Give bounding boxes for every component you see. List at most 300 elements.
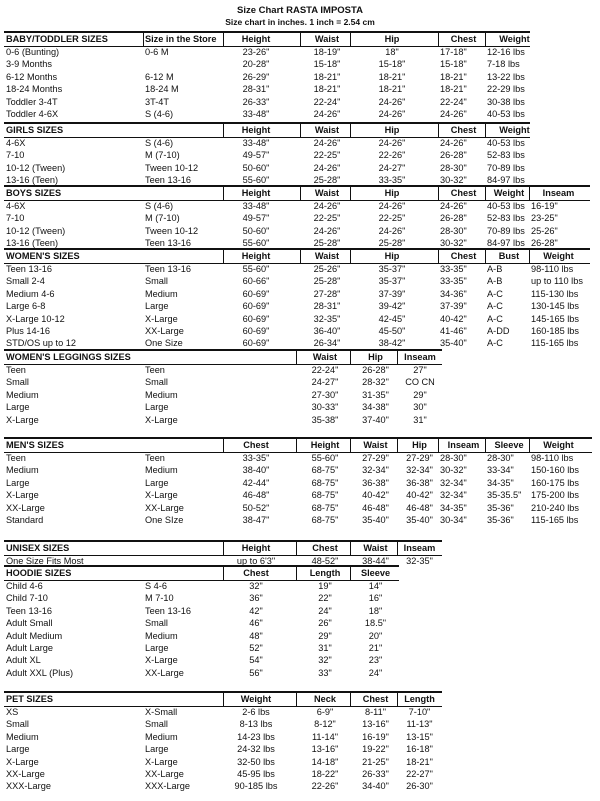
table-row [0, 389, 600, 401]
table-cell: 8-13 lbs [239, 719, 273, 730]
column-divider [350, 439, 351, 452]
table-row [0, 580, 600, 592]
table-cell: Teen 13-16 [145, 264, 191, 274]
table-row [0, 58, 600, 70]
table-cell: 60-69" [242, 301, 270, 312]
table-cell: 60-69" [242, 338, 270, 349]
table-cell: 10-12 (Tween) [6, 225, 66, 236]
table-cell: 34-35" [487, 477, 514, 488]
table-cell: 24-26" [440, 138, 467, 148]
table-cell: 175-200 lbs [531, 490, 580, 501]
column-divider [485, 187, 486, 200]
column-header: Weight [499, 34, 530, 44]
table-cell: 70-89 lbs [487, 225, 525, 236]
column-header: Weight [493, 188, 525, 198]
table-row [0, 743, 600, 755]
table-cell: Medium [6, 465, 39, 476]
column-divider [296, 439, 297, 452]
table-row [0, 768, 600, 780]
table-cell: 38-40" [242, 465, 270, 476]
table-cell: 24-26" [313, 225, 341, 236]
table-row [0, 731, 600, 743]
table-cell: 18-21" [440, 71, 467, 82]
column-divider [223, 542, 224, 555]
column-header [145, 567, 225, 579]
table-cell: 40-42" [406, 490, 433, 501]
table-cell: 34-38" [362, 402, 389, 413]
table-cell: 23" [368, 655, 383, 666]
column-header: Sleeve [494, 440, 524, 450]
section-header [4, 691, 442, 707]
column-header: Hip [384, 34, 400, 44]
table-cell: 210-240 lbs [531, 502, 580, 513]
table-cell: 41-46" [440, 326, 467, 336]
table-cell: 6-12 Months [6, 71, 58, 82]
table-row [0, 706, 600, 718]
table-cell: 27-30" [311, 389, 339, 400]
table-cell: 32" [249, 581, 263, 591]
table-cell: Teen [145, 453, 165, 463]
table-cell: 22-24" [311, 365, 339, 375]
table-cell: 45-50" [378, 326, 406, 336]
table-cell: 34-40" [362, 781, 389, 792]
table-cell: up to 110 lbs [531, 276, 583, 287]
table-cell: 12-16 lbs [487, 47, 525, 57]
table-cell: 42-44" [242, 477, 270, 488]
table-cell: 24-26" [378, 96, 406, 107]
table-row [0, 325, 600, 337]
table-row [0, 225, 600, 237]
table-cell: Teen 13-16 [145, 605, 191, 616]
table-cell: 6-9" [316, 707, 334, 717]
column-divider [529, 439, 530, 452]
column-header: Chest [243, 568, 269, 578]
table-cell: 24-26" [378, 201, 406, 211]
table-cell: Standard [6, 515, 44, 525]
column-divider [397, 693, 398, 706]
table-cell: M 7-10 [145, 593, 174, 604]
table-row [0, 137, 600, 149]
table-row [0, 605, 600, 617]
table-cell: 46-48" [242, 490, 270, 501]
table-row [0, 364, 600, 376]
table-cell: 33-35" [440, 264, 467, 274]
table-cell: 28-30" [440, 162, 467, 173]
table-cell: 27-29" [362, 453, 389, 463]
column-header [145, 542, 225, 554]
table-cell: M (7-10) [145, 150, 180, 161]
column-divider [223, 33, 224, 46]
section-title: HOODIE SIZES [6, 568, 72, 578]
table-cell: 25-28" [313, 238, 341, 249]
table-row [0, 96, 600, 108]
table-cell: CO CN [405, 377, 435, 388]
table-row [0, 83, 600, 95]
table-cell: 35-37" [378, 264, 406, 274]
table-cell: 32" [318, 655, 332, 666]
table-cell: One Size [145, 338, 183, 349]
section-header [4, 122, 530, 138]
table-cell: 68-75" [311, 502, 339, 513]
table-cell: 22-27" [406, 769, 433, 779]
table-cell: 32-34" [362, 465, 389, 476]
table-row [0, 263, 600, 275]
table-cell: 52" [249, 643, 263, 653]
table-cell: 13-16 (Teen) [6, 175, 59, 186]
table-cell: 18-24 M [145, 84, 179, 95]
table-cell: Small [6, 377, 29, 388]
column-header: Weight [543, 440, 574, 450]
column-header: Hip [384, 251, 400, 261]
table-cell: Toddler 4-6X [6, 109, 59, 119]
table-cell: Tween 10-12 [145, 162, 199, 173]
table-cell: Medium 4-6 [6, 288, 55, 299]
column-divider [300, 250, 301, 263]
column-divider [350, 567, 351, 580]
column-divider [397, 439, 398, 452]
table-cell: Medium [145, 288, 178, 299]
column-header: Waist [314, 125, 340, 135]
column-header: Hip [412, 440, 427, 450]
section-header [4, 349, 442, 365]
column-divider [296, 693, 297, 706]
table-cell: 25-28" [313, 175, 341, 186]
table-cell: 48" [249, 630, 263, 641]
table-cell: 84-97 lbs [487, 238, 525, 249]
table-cell: 42" [249, 605, 263, 616]
table-cell: 27-29" [406, 453, 433, 463]
table-cell: 30" [413, 402, 427, 413]
table-cell: 30-33" [311, 402, 339, 413]
table-cell: Adult XL [6, 655, 41, 666]
table-row [0, 376, 600, 388]
table-cell: S (4-6) [145, 201, 174, 211]
table-cell: up to 6'3" [236, 556, 276, 566]
table-cell: 84-97 lbs [487, 175, 525, 186]
column-divider [438, 124, 439, 137]
table-cell: 98-110 lbs [531, 453, 574, 463]
table-cell: X-Large [145, 490, 178, 501]
table-row [0, 592, 600, 604]
column-header: Chest [450, 125, 477, 135]
column-header: Waist [314, 34, 340, 44]
table-cell: 28-30" [440, 225, 467, 236]
table-cell: 40-53 lbs [487, 201, 525, 211]
table-cell: 25-28" [313, 276, 341, 287]
table-cell: XX-Large [145, 502, 184, 513]
column-divider [300, 33, 301, 46]
table-cell: 24-26" [440, 201, 467, 211]
table-cell: 130-145 lbs [531, 301, 580, 312]
column-divider [438, 187, 439, 200]
table-cell: 30-32" [440, 465, 467, 476]
table-cell: Toddler 3-4T [6, 96, 58, 107]
table-cell: 22-29 lbs [487, 84, 525, 95]
column-header [145, 124, 225, 136]
table-cell: 52-83 lbs [487, 150, 525, 161]
table-row [0, 288, 600, 300]
table-cell: 34-35" [440, 502, 467, 513]
table-cell: 18-21" [313, 84, 341, 95]
table-cell: Teen 13-16 [6, 605, 52, 616]
column-divider [485, 124, 486, 137]
table-cell: 28-32" [362, 377, 389, 388]
table-cell: 19" [318, 581, 332, 591]
column-divider [350, 351, 351, 364]
table-cell: 24-26" [440, 109, 467, 119]
table-cell: Small [145, 276, 168, 287]
table-row [0, 275, 600, 287]
table-cell: 37-40" [362, 414, 389, 425]
section-title: UNISEX SIZES [6, 543, 70, 553]
table-cell: Large [145, 477, 169, 488]
table-cell: 35-36" [487, 515, 514, 525]
table-cell: A-C [487, 288, 503, 299]
table-cell: 33-35" [242, 453, 270, 463]
column-header: Height [310, 440, 340, 450]
table-cell: 14-18" [311, 756, 339, 767]
table-cell: X-Large [6, 414, 39, 425]
table-cell: A-B [487, 264, 503, 274]
table-cell: 23-25" [531, 213, 558, 224]
table-row [0, 502, 600, 514]
table-cell: 38-42" [378, 338, 406, 349]
column-divider [350, 124, 351, 137]
table-cell: 24-26" [378, 225, 406, 236]
table-cell: 13-22 lbs [487, 71, 525, 82]
table-cell: 35-40" [362, 515, 389, 525]
table-cell: 60-69" [242, 313, 270, 324]
column-header: Chest [312, 543, 338, 553]
table-cell: 60-69" [242, 326, 270, 336]
table-row [0, 46, 600, 58]
table-cell: 38-47" [242, 515, 270, 525]
table-cell: 32-34" [440, 490, 467, 501]
table-row [0, 108, 600, 120]
column-header: Chest [450, 34, 477, 44]
table-cell: 18-19" [313, 47, 341, 57]
table-cell: XX-Large [6, 769, 45, 779]
table-cell: 0-6 M [145, 47, 169, 57]
table-cell: 55-60" [242, 175, 270, 186]
column-divider [397, 351, 398, 364]
table-cell: 6-12 M [145, 71, 174, 82]
column-header: Size in the Store [145, 34, 217, 44]
table-row [0, 642, 600, 654]
table-cell: 20-28" [242, 59, 270, 70]
table-cell: 35-36" [487, 502, 514, 513]
section-header [4, 540, 442, 556]
table-cell: 160-185 lbs [531, 326, 580, 336]
table-row [0, 337, 600, 349]
column-header [145, 250, 225, 262]
table-cell: 31" [318, 643, 332, 653]
table-cell: 46" [249, 618, 263, 629]
table-cell: XXX-Large [6, 781, 51, 792]
table-cell: 30-32" [440, 238, 467, 249]
table-cell: 46-48" [362, 502, 389, 513]
table-cell: 35-38" [311, 414, 339, 425]
column-divider [223, 124, 224, 137]
table-cell: X-Large [6, 756, 39, 767]
column-header [145, 439, 225, 451]
section-title: BOYS SIZES [6, 188, 62, 198]
table-cell: 24-26" [378, 138, 406, 148]
table-cell: 26-30" [406, 781, 433, 792]
table-cell: 40-53 lbs [487, 138, 525, 148]
table-cell: 2-6 lbs [242, 707, 270, 717]
table-cell: 22-26" [311, 781, 339, 792]
table-row [0, 780, 600, 792]
table-cell: 55-60" [242, 264, 270, 274]
column-divider [485, 439, 486, 452]
table-cell: 24-26" [313, 201, 341, 211]
table-cell: Large [145, 643, 169, 653]
table-cell: 60-66" [242, 276, 270, 287]
table-row [0, 212, 600, 224]
table-cell: 55-60" [311, 453, 339, 463]
table-cell: 36" [249, 593, 263, 604]
column-header: Waist [314, 251, 340, 261]
table-cell: 24-26" [313, 138, 341, 148]
column-divider [350, 187, 351, 200]
table-cell: 68-75" [311, 490, 339, 501]
column-header: Weight [543, 251, 574, 261]
table-cell: 46-48" [406, 502, 433, 513]
table-cell: 18-24 Months [6, 84, 63, 95]
table-cell: 26-33" [362, 769, 389, 779]
table-cell: Large 6-8 [6, 301, 46, 312]
table-cell: 18-21" [378, 71, 406, 82]
table-cell: 36-38" [406, 477, 433, 488]
table-cell: 37-39" [440, 301, 467, 312]
table-row [0, 667, 600, 679]
table-cell: 24-26" [313, 162, 341, 173]
table-cell: 22-26" [378, 150, 406, 161]
table-row [0, 452, 600, 464]
table-cell: X-Large [6, 490, 39, 501]
column-header: Length [309, 568, 341, 578]
table-cell: XX-Large [6, 502, 45, 513]
column-divider [296, 351, 297, 364]
table-cell: 36-40" [313, 326, 341, 336]
table-cell: Teen 13-16 [145, 238, 191, 249]
table-cell: Medium [6, 731, 39, 742]
table-cell: 32-50 lbs [237, 756, 275, 767]
column-header: Height [241, 543, 271, 553]
table-cell: 4-6X [6, 201, 26, 211]
table-cell: 115-165 lbs [531, 338, 579, 349]
table-cell: 33-34" [487, 465, 514, 476]
table-cell: 3T-4T [145, 96, 169, 107]
table-row [0, 464, 600, 476]
table-cell: M (7-10) [145, 213, 180, 224]
table-cell: 35-35.5" [487, 490, 522, 501]
table-cell: XX-Large [145, 667, 184, 678]
table-cell: 33-48" [242, 138, 270, 148]
table-cell: 30-34" [440, 515, 467, 525]
table-cell: 13-15" [406, 731, 433, 742]
table-cell: 52-83 lbs [487, 213, 525, 224]
table-cell: 28-31" [313, 301, 341, 312]
table-cell: 21" [368, 643, 383, 653]
table-cell: 160-175 lbs [531, 477, 580, 488]
table-cell: 18-21" [406, 756, 433, 767]
table-cell: 22-25" [313, 213, 341, 224]
table-cell: 29" [413, 389, 427, 400]
table-cell: 11-13" [406, 719, 433, 730]
column-header [145, 351, 225, 363]
table-cell: 24" [368, 667, 383, 678]
column-divider [438, 33, 439, 46]
column-divider [438, 250, 439, 263]
table-cell: Plus 14-16 [6, 326, 50, 336]
table-cell: 28-30" [440, 453, 467, 463]
column-divider [296, 542, 297, 555]
table-cell: XXX-Large [145, 781, 190, 792]
column-header [145, 693, 225, 705]
column-header: Weight [240, 694, 272, 704]
column-divider [223, 250, 224, 263]
table-cell: Medium [145, 389, 178, 400]
column-divider [397, 542, 398, 555]
column-divider [350, 693, 351, 706]
table-cell: 55-60" [242, 238, 270, 249]
table-cell: Large [6, 744, 30, 755]
table-cell: Adult Medium [6, 630, 63, 641]
table-cell: 54" [249, 655, 263, 666]
table-cell: One SIze [145, 515, 184, 525]
table-row [0, 654, 600, 666]
table-cell: 23-26" [242, 47, 270, 57]
table-cell: 22-25" [313, 150, 341, 161]
table-cell: Large [145, 402, 169, 413]
table-cell: 56" [249, 667, 263, 678]
table-cell: Large [6, 477, 30, 488]
table-cell: Small [145, 377, 168, 388]
table-cell: 16-18" [406, 744, 433, 755]
table-cell: 7-10" [408, 707, 431, 717]
table-cell: 29" [318, 630, 332, 641]
table-cell: Teen 13-16 [145, 175, 191, 186]
table-cell: 7-10 [6, 150, 25, 161]
table-cell: 39-42" [378, 301, 406, 312]
table-row [0, 71, 600, 83]
table-cell: 8-11" [365, 707, 386, 717]
column-divider [350, 542, 351, 555]
table-cell: Child 4-6 [6, 581, 43, 591]
column-header: Hip [384, 188, 400, 198]
table-cell: Medium [6, 389, 39, 400]
table-cell: 115-130 lbs [531, 288, 579, 299]
table-cell: 24-27" [378, 162, 406, 173]
table-cell: 16-19" [531, 201, 558, 211]
table-cell: 60-69" [242, 288, 270, 299]
section-title: BABY/TODDLER SIZES [6, 34, 108, 44]
table-row [0, 149, 600, 161]
table-cell: 40-42" [362, 490, 389, 501]
table-cell: 20" [368, 630, 383, 641]
table-cell: 3-9 Months [6, 59, 52, 70]
column-divider [223, 693, 224, 706]
column-divider [300, 187, 301, 200]
table-row [0, 489, 600, 501]
table-cell: 31" [413, 414, 427, 425]
table-cell: 22-24" [440, 96, 467, 107]
table-cell: 28-30" [487, 453, 514, 463]
column-divider [438, 439, 439, 452]
table-cell: Small 2-4 [6, 276, 45, 287]
